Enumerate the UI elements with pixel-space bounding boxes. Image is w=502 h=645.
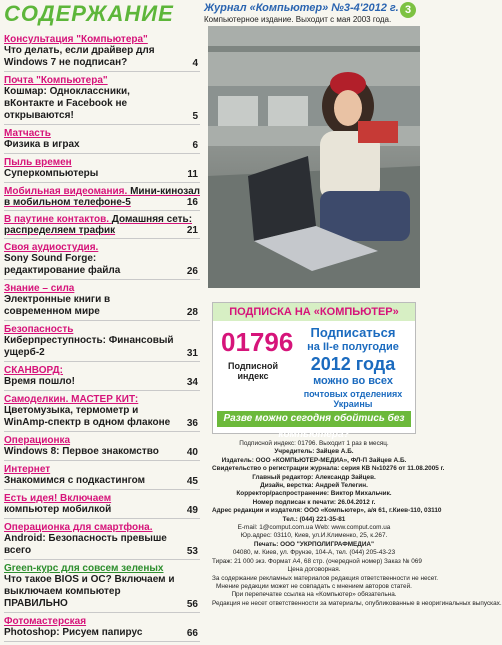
toc-item[interactable] [4, 464, 200, 490]
toc-category[interactable]: Знание – сила [4, 283, 75, 294]
toc-category[interactable]: Матчасть [4, 128, 51, 139]
imprint-line: Учредитель: Зайцев А.Б. [274, 448, 354, 456]
toc-title: Суперкомпьютеры [4, 168, 99, 179]
toc-title: Что такое BIOS и OC? Включаем и выключаем компьютер ПРАВИЛЬНО [4, 574, 175, 609]
toc-category[interactable]: СКАНВОРД: [4, 365, 64, 376]
subscription-line1: Подписаться [310, 325, 396, 340]
toc-title: Кошмар: Одноклассники, вКонтакте и Facebook не открываются! [4, 86, 130, 121]
toc-title: Знакомимся с подкастингом [4, 475, 146, 486]
toc-title: компьютер мобилкой [4, 504, 112, 515]
subscription-line4: почтовых отделениях Украины [303, 389, 403, 409]
imprint-line: E-mail: 1@comput.com.ua Web: www.comput.com.ua [237, 524, 391, 532]
toc-item[interactable] [4, 214, 200, 239]
imprint-line: 04080, м. Киев, ул. Фрунзе, 104-А, тел. (044) 205-43-23 [232, 549, 396, 557]
imprint-line: Дизайн, верстка: Андрей Телегин. [260, 482, 368, 490]
toc-page-number: 4 [192, 58, 198, 69]
imprint-line: За содержание рекламных материалов редакция ответственности не несет. [212, 574, 439, 582]
toc-page-number: 49 [186, 505, 198, 516]
toc-page-number: 34 [186, 377, 198, 388]
imprint-line: Главный редактор: Александр Зайцев. [252, 473, 376, 481]
imprint-line: Юр.адрес: 03110, Киев, ул.И.Клименко, 25, к.267. [240, 532, 388, 540]
toc-page-number: 16 [186, 197, 198, 208]
toc-page-number: 53 [186, 546, 198, 557]
toc-page-number: 21 [186, 225, 198, 236]
toc-item[interactable] [4, 242, 200, 280]
imprint-line: Тел.: (044) 221-35-81 [282, 515, 346, 523]
toc-title: Домашняя сеть: распределяем трафик [4, 214, 193, 236]
toc-item[interactable] [4, 186, 200, 211]
toc-category[interactable]: Операционка [4, 435, 71, 446]
toc-category[interactable]: Почта "Компьютера" [4, 75, 108, 86]
journal-issue: Журнал «Компьютер» №3-4'2012 г. [204, 2, 399, 14]
toc-page-number: 5 [192, 111, 198, 122]
toc-item[interactable] [4, 616, 200, 642]
toc-category[interactable] [4, 186, 200, 208]
toc-category[interactable]: Пыль времен [4, 157, 72, 168]
imprint-block [212, 440, 502, 608]
toc-title: Время пошло! [4, 376, 75, 387]
toc-item[interactable] [4, 283, 200, 321]
toc-item[interactable] [4, 493, 200, 519]
toc-title: Photoshop: Рисуем папирус [4, 627, 143, 638]
imprint-line: Печать: ООО "УКРПОЛИГРАФМЕДИА" [253, 540, 375, 548]
subscription-line3: можно во всех [313, 375, 393, 387]
toc-page-number: 11 [187, 169, 198, 180]
toc-title: Киберпреступность: Финансовый ущерб-2 [4, 335, 174, 358]
toc-item[interactable] [4, 157, 200, 183]
toc-page-number: 56 [186, 599, 198, 610]
page-header [0, 0, 420, 26]
subscription-box [212, 302, 416, 440]
toc-page-number: 28 [186, 307, 198, 318]
imprint-line: Подписной индекс: 01796. Выходит 1 раз в месяц. [239, 440, 389, 447]
toc-page-number: 36 [186, 418, 198, 429]
page-number-badge: 3 [400, 2, 416, 18]
toc-category[interactable]: Интернет [4, 464, 51, 475]
subscription-heading: ПОДПИСКА НА «КОМПЬЮТЕР» [213, 303, 415, 321]
toc-title: Физика в играх [4, 139, 80, 150]
toc-category[interactable]: Есть идея! Включаем [4, 493, 112, 504]
toc-page-number: 6 [192, 140, 198, 151]
toc-category[interactable]: Green-курс для совсем зеленых [4, 563, 164, 574]
toc-category[interactable]: Фотомастерская [4, 616, 87, 627]
toc-item[interactable] [4, 34, 200, 72]
toc-title: Sony Sound Forge: редактирование файла [4, 253, 121, 276]
toc-category-label[interactable]: В паутине контактов. [4, 214, 109, 225]
imprint-line: Корректор/распространение: Виктор Михальчик. [236, 490, 392, 498]
toc-item[interactable] [4, 128, 200, 154]
toc-item[interactable] [4, 435, 200, 461]
photo-illustration [208, 26, 420, 288]
table-of-contents [4, 34, 200, 645]
toc-page-number: 40 [186, 447, 198, 458]
toc-page-number: 45 [186, 476, 198, 487]
toc-page-number: 31 [186, 348, 198, 359]
toc-category[interactable]: Самоделкин. МАСТЕР КИТ: [4, 394, 139, 405]
subscription-index-label: Подписной индекс [227, 361, 278, 381]
toc-title: Цветомузыка, термометр и WinAmp-спектр в одном флаконе [4, 405, 171, 428]
toc-category[interactable]: Консультация "Компьютера" [4, 34, 148, 45]
toc-category[interactable]: Своя аудиостудия. [4, 242, 99, 253]
toc-item[interactable] [4, 522, 200, 560]
imprint-line: Свидетельство о регистрации журнала: серия КВ №10276 от 11.08.2005 г. [212, 465, 445, 473]
imprint-line: Номер подписан к печати: 26.04.2012 г. [252, 498, 376, 506]
toc-item[interactable] [4, 324, 200, 362]
toc-title: Мини-кинозал в мобильном телефоне-5 [4, 186, 200, 208]
toc-category[interactable] [4, 214, 200, 236]
imprint-line: Адрес редакции и издателя: ООО «Компьютер», а/я 61, г.Киев-110, 03110 [212, 507, 442, 515]
toc-item[interactable] [4, 394, 200, 432]
toc-item[interactable] [4, 563, 200, 613]
toc-item[interactable] [4, 365, 200, 391]
subscription-line2: на II-е полугодие [307, 341, 399, 353]
subscription-year: 2012 года [310, 354, 396, 374]
toc-page-number: 26 [186, 266, 198, 277]
toc-title: Электронные книги в современном мире [4, 294, 111, 317]
imprint-line: Мнение редакции может не совпадать с мнением авторов статей. [216, 582, 412, 590]
toc-category[interactable]: Безопасность [4, 324, 74, 335]
subscription-index: 01796 [221, 327, 294, 357]
toc-title: Что делать, если драйвер для Windows 7 не подписан? [4, 45, 155, 68]
toc-title: Android: Безопасность превыше всего [4, 533, 167, 556]
journal-subtitle: Компьютерное издание. Выходит с мая 2003 года. [204, 15, 392, 24]
toc-category-label[interactable]: Мобильная видеомания. [4, 186, 128, 197]
toc-page-number: 66 [186, 628, 198, 639]
toc-category[interactable]: Операционка для смартфона. [4, 522, 153, 533]
subscription-slogan: Разве можно сегодня обойтись без компьютера? [217, 411, 411, 427]
imprint-line: Тираж: 21 000 экз. Формат А4, 68 стр. (очередной номер) Заказ № 069 [212, 557, 422, 565]
imprint-line: Цена договорная. [287, 566, 341, 574]
imprint-line: Издатель: ООО «КОМПЬЮТЕР-МЕДИА», ФЛ-П Зайцев А.Б. [221, 456, 407, 464]
toc-title: Windows 8: Первое знакомство [4, 446, 159, 457]
page-title: СОДЕРЖАНИЕ [4, 1, 174, 26]
toc-item[interactable] [4, 75, 200, 125]
imprint-line: Редакция не несет ответственности за материалы, опубликованные в неоригинальных выпусках. [212, 599, 502, 607]
imprint-line: При перепечатке ссылка на «Компьютер» обязательна. [231, 591, 397, 599]
cover-photo [208, 26, 420, 288]
